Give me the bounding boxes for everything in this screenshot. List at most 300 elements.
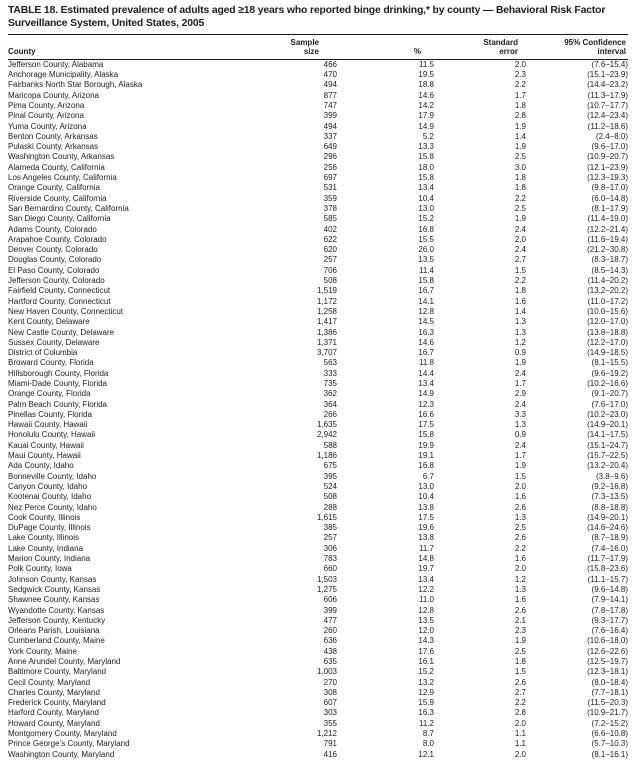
sample-size-cell: 635 [323, 657, 337, 666]
percent-cell: 14.6 [418, 337, 434, 347]
confidence-interval-cell: (9.1–20.7) [591, 389, 628, 399]
county-cell: Douglas County, Colorado [8, 255, 102, 265]
table-row [8, 389, 628, 399]
sample-size-cell: 402 [323, 224, 337, 234]
county-cell: Riverside County, California [8, 193, 107, 203]
sample-size-cell: 257 [323, 533, 337, 543]
table-row [8, 750, 628, 760]
confidence-interval-cell: (12.4–23.4) [587, 111, 628, 121]
table-row [8, 698, 628, 708]
confidence-interval-cell: (10.9–21.7) [587, 708, 628, 718]
county-cell: Montgomery County, Maryland [8, 729, 117, 739]
sample-size-cell: 1,386 [316, 327, 337, 337]
confidence-interval-cell: (21.2–30.8) [587, 245, 628, 255]
standard-error-cell: 2.0 [514, 749, 526, 759]
county-cell: Cecil County, Maryland [8, 677, 91, 687]
table-row [8, 266, 628, 276]
sample-size-cell: 266 [323, 409, 337, 419]
table-row [8, 255, 628, 265]
standard-error-cell: 1.6 [514, 492, 526, 502]
county-cell: Lake County, Illinois [8, 533, 79, 543]
confidence-interval-cell: (3.8–9.6) [595, 471, 628, 481]
table-row [8, 59, 628, 70]
county-cell: Broward County, Florida [8, 358, 94, 368]
confidence-interval-cell: (8.8–18.8) [591, 502, 628, 512]
standard-error-cell: 1.8 [514, 286, 526, 296]
county-cell: Jefferson County, Alabama [8, 59, 104, 69]
standard-error-cell: 2.6 [514, 605, 526, 615]
percent-cell: 10.4 [418, 193, 434, 203]
sample-size-cell: 395 [323, 471, 337, 481]
standard-error-cell: 2.2 [514, 698, 526, 708]
percent-cell: 19.9 [418, 440, 434, 450]
confidence-interval-cell: (15.1–23.9) [587, 70, 628, 80]
confidence-interval-cell: (8.1–15.5) [591, 358, 628, 368]
county-cell: Jefferson County, Kentucky [8, 615, 106, 625]
standard-error-cell: 2.4 [514, 399, 526, 409]
table-row [8, 441, 628, 451]
table-row [8, 585, 628, 595]
confidence-interval-cell: (11.1–15.7) [587, 574, 628, 584]
confidence-interval-cell: (14.6–24.6) [587, 523, 628, 533]
sample-size-cell: 1,258 [316, 306, 337, 316]
table-row [8, 276, 628, 286]
sample-size-cell: 270 [323, 677, 337, 687]
column-header-percent: % [337, 35, 434, 60]
sample-size-cell: 477 [323, 615, 337, 625]
county-cell: Orange County, Florida [8, 389, 91, 399]
standard-error-cell: 2.5 [514, 523, 526, 533]
sample-size-cell: 1,003 [316, 667, 337, 677]
confidence-interval-cell: (11.0–17.2) [587, 296, 628, 306]
table-row [8, 348, 628, 358]
table-row [8, 564, 628, 574]
county-cell: Cumberland County, Maine [8, 636, 105, 646]
percent-cell: 12.2 [418, 584, 434, 594]
percent-cell: 11.2 [419, 718, 434, 728]
table-row [8, 80, 628, 90]
sample-size-cell: 508 [323, 276, 337, 286]
sample-size-cell: 791 [323, 739, 337, 749]
confidence-interval-cell: (15.7–22.5) [587, 451, 628, 461]
standard-error-cell: 1.2 [514, 574, 526, 584]
county-cell: York County, Maine [8, 646, 77, 656]
county-cell: Shawnee County, Kansas [8, 595, 100, 605]
sample-size-cell: 508 [323, 492, 337, 502]
column-header-sample-size: Sample size [257, 35, 337, 60]
table-row [8, 111, 628, 121]
sample-size-cell: 620 [323, 245, 337, 255]
confidence-interval-cell: (11.4–19.0) [587, 214, 628, 224]
confidence-interval-cell: (10.2–23.0) [587, 409, 628, 419]
table-row [8, 451, 628, 461]
confidence-interval-cell: (14.1–17.5) [587, 430, 628, 440]
standard-error-cell: 2.0 [514, 234, 526, 244]
standard-error-cell: 2.3 [514, 70, 526, 80]
standard-error-cell: 2.0 [514, 59, 526, 69]
confidence-interval-cell: (12.5–19.7) [587, 657, 628, 666]
percent-cell: 14.3 [418, 636, 434, 646]
county-cell: Harford County, Maryland [8, 708, 99, 718]
standard-error-cell: 2.0 [514, 481, 526, 491]
sample-size-cell: 359 [323, 193, 337, 203]
table-row [8, 163, 628, 173]
standard-error-cell: 2.0 [514, 718, 526, 728]
table-row [8, 667, 628, 677]
percent-cell: 12.1 [418, 749, 434, 759]
percent-cell: 6.7 [422, 471, 434, 481]
column-header-standard-error: Standard error [434, 35, 526, 60]
confidence-interval-cell: (7.9–14.1) [591, 595, 628, 605]
standard-error-cell: 1.3 [514, 420, 526, 430]
confidence-interval-cell: (12.2–21.4) [587, 224, 628, 234]
table-row [8, 482, 628, 492]
county-cell: El Paso County, Colorado [8, 265, 100, 275]
percent-cell: 15.8 [418, 173, 434, 183]
percent-cell: 14.9 [418, 389, 434, 399]
sample-size-cell: 660 [323, 564, 337, 574]
table-row [8, 688, 628, 698]
confidence-interval-cell: (14.4–23.2) [587, 80, 628, 90]
sample-size-cell: 1,275 [316, 584, 337, 594]
county-cell: Honolulu County, Hawaii [8, 430, 96, 440]
county-cell: Sedgwick County, Kansas [8, 584, 101, 594]
standard-error-cell: 2.4 [514, 224, 526, 234]
table-row [8, 142, 628, 152]
table-header [8, 35, 628, 60]
sample-size-cell: 636 [323, 636, 337, 646]
standard-error-cell: 1.4 [514, 131, 526, 141]
percent-cell: 15.8 [418, 430, 434, 440]
standard-error-cell: 1.7 [514, 378, 526, 388]
county-cell: Baltimore County, Maryland [8, 667, 107, 677]
table-row [8, 554, 628, 564]
table-row [8, 225, 628, 235]
percent-cell: 16.7 [418, 348, 434, 358]
county-cell: Polk County, Iowa [8, 564, 72, 574]
sample-size-cell: 1,371 [316, 337, 337, 347]
confidence-interval-cell: (8.7–18.9) [591, 533, 628, 543]
confidence-interval-cell: (12.0–17.0) [587, 317, 628, 327]
percent-cell: 8.0 [422, 739, 434, 749]
confidence-interval-cell: (12.3–18.1) [587, 667, 628, 677]
confidence-interval-cell: (9.3–17.7) [591, 615, 628, 625]
confidence-interval-cell: (12.3–19.3) [587, 173, 628, 183]
percent-cell: 11.0 [419, 595, 434, 605]
percent-cell: 18.0 [418, 162, 434, 172]
county-cell: Howard County, Maryland [8, 718, 100, 728]
table-row [8, 729, 628, 739]
table-row [8, 492, 628, 502]
table-row [8, 616, 628, 626]
county-cell: New Castle County, Delaware [8, 327, 115, 337]
table-row [8, 317, 628, 327]
sample-size-cell: 466 [323, 59, 337, 69]
table-row [8, 122, 628, 132]
standard-error-cell: 2.5 [514, 203, 526, 213]
table-row [8, 70, 628, 80]
county-cell: Yuma County, Arizona [8, 121, 87, 131]
sample-size-cell: 588 [323, 440, 337, 450]
confidence-interval-cell: (11.5–20.3) [587, 698, 628, 708]
confidence-interval-cell: (7.6–16.4) [591, 626, 628, 636]
sample-size-cell: 1,635 [316, 420, 337, 430]
county-cell: Prince George’s County, Maryland [8, 739, 130, 749]
confidence-interval-cell: (8.3–18.7) [591, 255, 628, 265]
percent-cell: 14.1 [418, 296, 434, 306]
standard-error-cell: 1.9 [514, 358, 526, 368]
standard-error-cell: 1.3 [514, 584, 526, 594]
percent-cell: 15.2 [418, 667, 434, 677]
standard-error-cell: 2.7 [514, 255, 526, 265]
standard-error-cell: 1.3 [514, 317, 526, 327]
table-row [8, 204, 628, 214]
percent-cell: 17.5 [418, 512, 434, 522]
standard-error-cell: 2.5 [514, 646, 526, 656]
percent-cell: 13.0 [418, 481, 434, 491]
confidence-interval-cell: (14.9–20.1) [587, 420, 628, 430]
county-cell: Kauai County, Hawaii [8, 440, 84, 450]
confidence-interval-cell: (8.1–16.1) [591, 749, 628, 759]
sample-size-cell: 1,417 [316, 317, 337, 327]
confidence-interval-cell: (12.2–17.0) [587, 337, 628, 347]
sample-size-cell: 1,615 [316, 512, 337, 522]
standard-error-cell: 1.1 [514, 739, 526, 749]
standard-error-cell: 2.2 [514, 80, 526, 90]
table-row [8, 183, 628, 193]
table-row [8, 152, 628, 162]
percent-cell: 12.9 [418, 687, 434, 697]
sample-size-cell: 697 [323, 173, 337, 183]
percent-cell: 12.8 [418, 605, 434, 615]
confidence-interval-cell: (9.8–17.0) [591, 183, 628, 193]
sample-size-cell: 378 [323, 203, 337, 213]
percent-cell: 13.0 [418, 203, 434, 213]
sample-size-cell: 362 [323, 389, 337, 399]
table-row [8, 235, 628, 245]
table-row [8, 91, 628, 101]
standard-error-cell: 2.3 [514, 626, 526, 636]
sample-size-cell: 675 [323, 461, 337, 471]
confidence-interval-cell: (11.7–17.9) [587, 554, 628, 564]
confidence-interval-cell: (13.8–18.8) [587, 327, 628, 337]
confidence-interval-cell: (7.4–16.0) [591, 543, 628, 553]
percent-cell: 13.4 [418, 378, 434, 388]
percent-cell: 11.5 [419, 59, 434, 69]
percent-cell: 14.2 [418, 100, 434, 110]
standard-error-cell: 2.2 [514, 193, 526, 203]
standard-error-cell: 1.9 [514, 121, 526, 131]
percent-cell: 16.1 [418, 657, 434, 666]
county-cell: Palm Beach County, Florida [8, 399, 108, 409]
percent-cell: 17.9 [418, 111, 434, 121]
confidence-interval-cell: (7.3–13.5) [591, 492, 628, 502]
table-row [8, 523, 628, 533]
county-cell: Ada County, Idaho [8, 461, 74, 471]
county-cell: Pima County, Arizona [8, 100, 85, 110]
county-cell: Jefferson County, Colorado [8, 276, 105, 286]
table-row [8, 173, 628, 183]
standard-error-cell: 2.8 [514, 111, 526, 121]
confidence-interval-cell: (7.6–17.0) [591, 399, 628, 409]
sample-size-cell: 1,212 [316, 729, 337, 739]
confidence-interval-cell: (8.1–17.9) [591, 203, 628, 213]
sample-size-cell: 355 [323, 718, 337, 728]
percent-cell: 14.5 [418, 317, 434, 327]
county-cell: District of Columbia [8, 348, 78, 358]
standard-error-cell: 2.4 [514, 440, 526, 450]
standard-error-cell: 1.8 [514, 100, 526, 110]
column-header-county: County [8, 35, 257, 60]
sample-size-cell: 524 [323, 481, 337, 491]
percent-cell: 16.6 [418, 409, 434, 419]
table-row [8, 430, 628, 440]
sample-size-cell: 288 [323, 502, 337, 512]
percent-cell: 10.4 [418, 492, 434, 502]
column-header-confidence-interval: 95% Confidence interval [526, 35, 628, 60]
confidence-interval-cell: (12.1–23.9) [587, 162, 628, 172]
county-cell: Benton County, Arkansas [8, 131, 98, 141]
table-title-line2: Surveillance System, United States, 2005 [8, 17, 205, 29]
confidence-interval-cell: (10.9–20.7) [587, 152, 628, 162]
confidence-interval-cell: (9.6–19.2) [591, 368, 628, 378]
standard-error-cell: 1.5 [514, 265, 526, 275]
county-cell: Kent County, Delaware [8, 317, 90, 327]
sample-size-cell: 399 [323, 111, 337, 121]
county-cell: Fairfield County, Connecticut [8, 286, 111, 296]
confidence-interval-cell: (9.6–17.0) [591, 142, 628, 152]
confidence-interval-cell: (7.6–15.4) [591, 59, 628, 69]
county-cell: Cook County, Illinois [8, 512, 81, 522]
table-row [8, 626, 628, 636]
table-row [8, 472, 628, 482]
confidence-interval-cell: (8.0–18.4) [591, 677, 628, 687]
sample-size-cell: 735 [323, 378, 337, 388]
county-cell: Pulaski County, Arkansas [8, 142, 99, 152]
percent-cell: 14.4 [418, 368, 434, 378]
prevalence-table [8, 35, 628, 760]
percent-cell: 16.7 [418, 286, 434, 296]
sample-size-cell: 3,707 [316, 348, 337, 358]
percent-cell: 13.4 [418, 574, 434, 584]
county-cell: Fairbanks North Star Borough, Alaska [8, 80, 143, 90]
header-row [8, 35, 628, 60]
table-title-line1: TABLE 18. Estimated prevalence of adults aged ≥18 years who reported binge drinking,* by county — Behavioral Risk Factor [8, 5, 606, 16]
confidence-interval-cell: (10.6–18.0) [587, 636, 628, 646]
county-cell: Nez Perce County, Idaho [8, 502, 97, 512]
table-body [8, 59, 628, 760]
county-cell: New Haven County, Connecticut [8, 306, 124, 316]
sample-size-cell: 385 [323, 523, 337, 533]
percent-cell: 16.3 [418, 327, 434, 337]
sample-size-cell: 747 [323, 100, 337, 110]
standard-error-cell: 1.6 [514, 595, 526, 605]
percent-cell: 12.3 [418, 399, 434, 409]
standard-error-cell: 1.6 [514, 296, 526, 306]
table-row [8, 533, 628, 543]
standard-error-cell: 3.3 [514, 409, 526, 419]
county-cell: Miami-Dade County, Florida [8, 378, 107, 388]
county-cell: Maricopa County, Arizona [8, 90, 100, 100]
table-row [8, 657, 628, 667]
county-cell: Orleans Parish, Louisiana [8, 626, 100, 636]
county-cell: Frederick County, Maryland [8, 698, 106, 708]
standard-error-cell: 2.2 [514, 543, 526, 553]
standard-error-cell: 1.8 [514, 173, 526, 183]
county-cell: Hawaii County, Hawaii [8, 420, 88, 430]
table-row [8, 606, 628, 616]
confidence-interval-cell: (11.6–19.4) [587, 234, 628, 244]
table-row [8, 101, 628, 111]
confidence-interval-cell: (12.6–22.6) [587, 646, 628, 656]
confidence-interval-cell: (6.0–14.8) [591, 193, 628, 203]
county-cell: Los Angeles County, California [8, 173, 117, 183]
confidence-interval-cell: (7.7–18.1) [591, 687, 628, 697]
percent-cell: 11.8 [419, 358, 434, 368]
standard-error-cell: 2.7 [514, 687, 526, 697]
percent-cell: 16.3 [418, 708, 434, 718]
table-row [8, 286, 628, 296]
county-cell: Canyon County, Idaho [8, 481, 88, 491]
confidence-interval-cell: (13.2–20.2) [587, 286, 628, 296]
table-row [8, 410, 628, 420]
sample-size-cell: 306 [323, 543, 337, 553]
table-row [8, 544, 628, 554]
county-cell: Washington County, Maryland [8, 749, 115, 759]
county-cell: Hartford County, Connecticut [8, 296, 111, 306]
percent-cell: 18.8 [418, 80, 434, 90]
standard-error-cell: 1.1 [514, 729, 526, 739]
standard-error-cell: 1.9 [514, 142, 526, 152]
table-row [8, 194, 628, 204]
percent-cell: 13.4 [418, 183, 434, 193]
percent-cell: 17.6 [418, 646, 434, 656]
county-cell: Wyandotte County, Kansas [8, 605, 105, 615]
sample-size-cell: 563 [323, 358, 337, 368]
percent-cell: 13.5 [418, 255, 434, 265]
sample-size-cell: 256 [323, 162, 337, 172]
table-row [8, 328, 628, 338]
county-cell: Pinellas County, Florida [8, 409, 92, 419]
county-cell: DuPage County, Illinois [8, 523, 91, 533]
standard-error-cell: 2.1 [514, 615, 526, 625]
county-cell: Charles County, Maryland [8, 687, 100, 697]
sample-size-cell: 303 [323, 708, 337, 718]
percent-cell: 16.8 [418, 224, 434, 234]
table-row [8, 739, 628, 749]
sample-size-cell: 260 [323, 626, 337, 636]
table-row [8, 245, 628, 255]
county-cell: Sussex County, Delaware [8, 337, 100, 347]
table-row [8, 678, 628, 688]
table-row [8, 461, 628, 471]
sample-size-cell: 364 [323, 399, 337, 409]
table-row [8, 379, 628, 389]
standard-error-cell: 2.8 [514, 708, 526, 718]
standard-error-cell: 1.5 [514, 471, 526, 481]
confidence-interval-cell: (7.8–17.8) [591, 605, 628, 615]
standard-error-cell: 2.9 [514, 389, 526, 399]
table-row [8, 708, 628, 718]
percent-cell: 14.6 [418, 90, 434, 100]
sample-size-cell: 1,519 [316, 286, 337, 296]
percent-cell: 13.3 [418, 142, 434, 152]
sample-size-cell: 337 [323, 131, 337, 141]
confidence-interval-cell: (9.2–16.8) [591, 481, 628, 491]
percent-cell: 5.2 [422, 131, 434, 141]
table-row [8, 214, 628, 224]
standard-error-cell: 2.4 [514, 245, 526, 255]
